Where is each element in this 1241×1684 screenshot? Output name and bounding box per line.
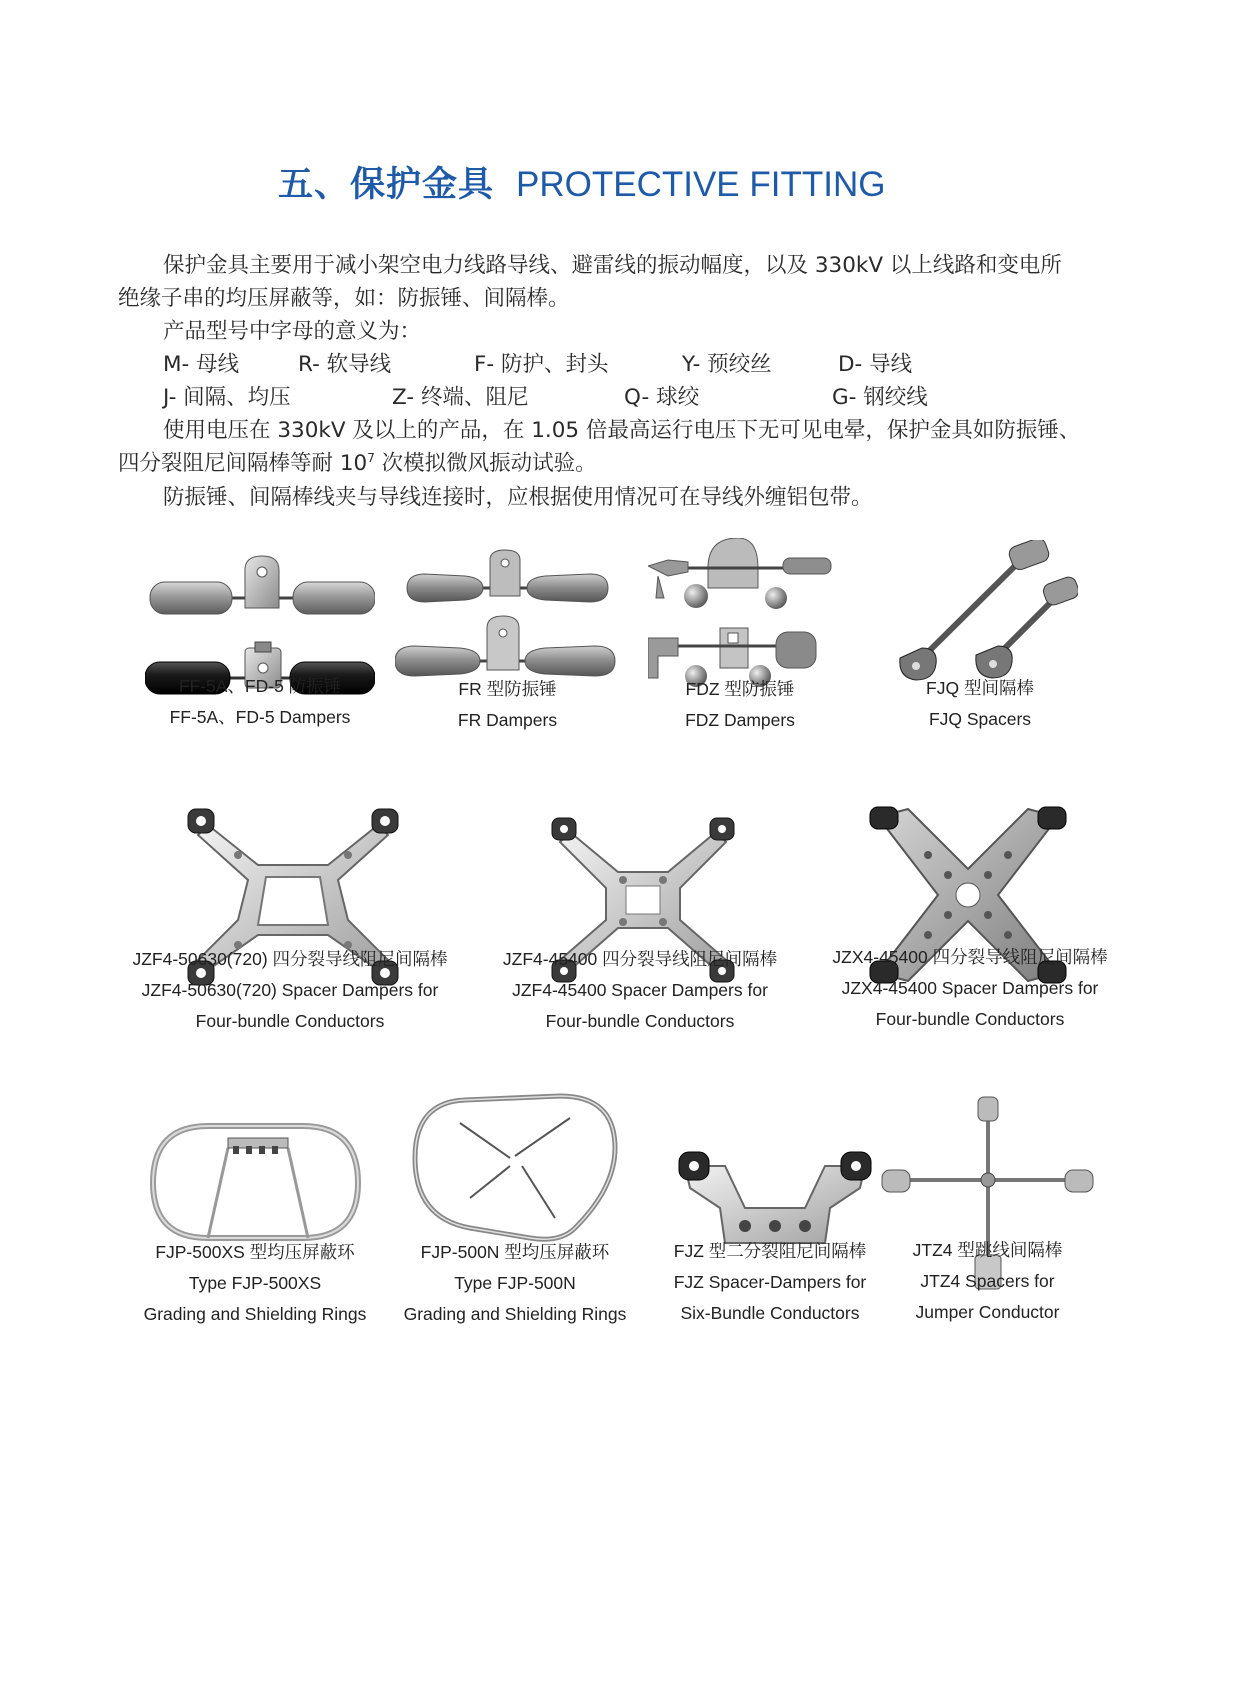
caption-jtz4 [880,1235,1095,1328]
fjp-500xs-ring-image [148,1108,363,1248]
caption-en2: Six-Bundle Conductors [680,1303,860,1323]
caption-en: Type FJP-500XS [188,1273,322,1293]
page-title [278,163,885,207]
caption-en: FF-5A、FD-5 Dampers [169,707,351,727]
caption-cn: FJQ 型间隔棒 [926,678,1034,698]
intro-p4: 防振锤、间隔棒线夹与导线连接时，应根据使用情况可在导线外缠铝包带。 [163,485,873,510]
fjq-spacer-image [898,540,1078,690]
caption-jzf4-50630 [105,944,475,1037]
caption-cn: JTZ4 型跳线间隔棒 [912,1240,1063,1260]
legend-item: F- 防护、封头 [474,352,609,377]
caption-en: FR Dampers [457,710,558,730]
caption-en2: Four-bundle Conductors [195,1011,385,1031]
caption-en2: Four-bundle Conductors [875,1009,1065,1029]
title-cn: 五、保护金具 [278,165,495,205]
caption-cn: JZF4-50630(720) 四分裂导线阻尼间隔棒 [132,949,448,969]
intro-p3-line1: 使用电压在 330kV 及以上的产品，在 1.05 倍最高运行电压下无可见电晕，保护金具如防振锤、 [163,418,1081,443]
caption-cn: FJZ 型二分裂阻尼间隔棒 [673,1241,867,1261]
caption-en2: Grading and Shielding Rings [403,1304,627,1324]
title-en: PROTECTIVE FITTING [516,165,886,204]
caption-cn: FJP-500N 型均压屏蔽环 [420,1242,610,1262]
legend-item: Q- 球绞 [624,385,700,410]
legend-item: Y- 预绞丝 [682,352,772,377]
legend-item: D- 导线 [838,352,913,377]
caption-fjq [880,673,1080,735]
fjp-500n-ring-image [410,1088,620,1248]
caption-ff5a-fd5 [145,671,375,733]
caption-fdz [640,674,840,736]
legend-item: G- 钢绞线 [832,385,928,410]
exponent: 7 [367,450,375,465]
caption-fjz [640,1236,900,1329]
caption-en: JTZ4 Spacers for [920,1271,1055,1291]
caption-en: JZF4-45400 Spacer Dampers for [512,980,768,1000]
caption-fr [395,674,620,736]
caption-cn: FJP-500XS 型均压屏蔽环 [155,1242,355,1262]
caption-cn: FDZ 型防振锤 [685,679,795,699]
caption-en: FDZ Dampers [685,710,795,730]
caption-en: JZX4-45400 Spacer Dampers for [841,978,1099,998]
caption-en: JZF4-50630(720) Spacer Dampers for [141,980,439,1000]
caption-en: FJZ Spacer-Dampers for [673,1272,867,1292]
caption-fjp-500n [380,1237,650,1330]
caption-cn: JZX4-45400 四分裂导线阻尼间隔棒 [832,947,1108,967]
caption-cn: JZF4-45400 四分裂导线阻尼间隔棒 [502,949,778,969]
legend-item: Z- 终端、阻尼 [392,385,529,410]
intro-p1-line1: 保护金具主要用于减小架空电力线路导线、避雷线的振动幅度，以及 330kV 以上线路和变电所 [163,253,1062,278]
caption-en: FJQ Spacers [928,709,1032,729]
caption-en2: Grading and Shielding Rings [143,1304,367,1324]
caption-en: Type FJP-500N [454,1273,576,1293]
caption-cn: FR 型防振锤 [458,679,557,699]
legend-item: R- 软导线 [298,352,392,377]
caption-fjp-500xs [120,1237,390,1330]
caption-en2: Jumper Conductor [915,1302,1060,1322]
caption-en2: Four-bundle Conductors [545,1011,735,1031]
intro-p2: 产品型号中字母的意义为： [163,319,422,344]
intro-p1-line2: 绝缘子串的均压屏蔽等，如：防振锤、间隔棒。 [118,286,570,311]
legend-item: M- 母线 [163,352,240,377]
legend-item: J- 间隔、均压 [163,385,291,410]
caption-cn: FF-5A、FD-5 防振锤 [178,676,342,696]
intro-p3-line2: 四分裂阻尼间隔棒等耐 $10^7$ 次模拟微风振动试验。 [118,450,597,476]
caption-jzx4-45400 [770,942,1170,1035]
